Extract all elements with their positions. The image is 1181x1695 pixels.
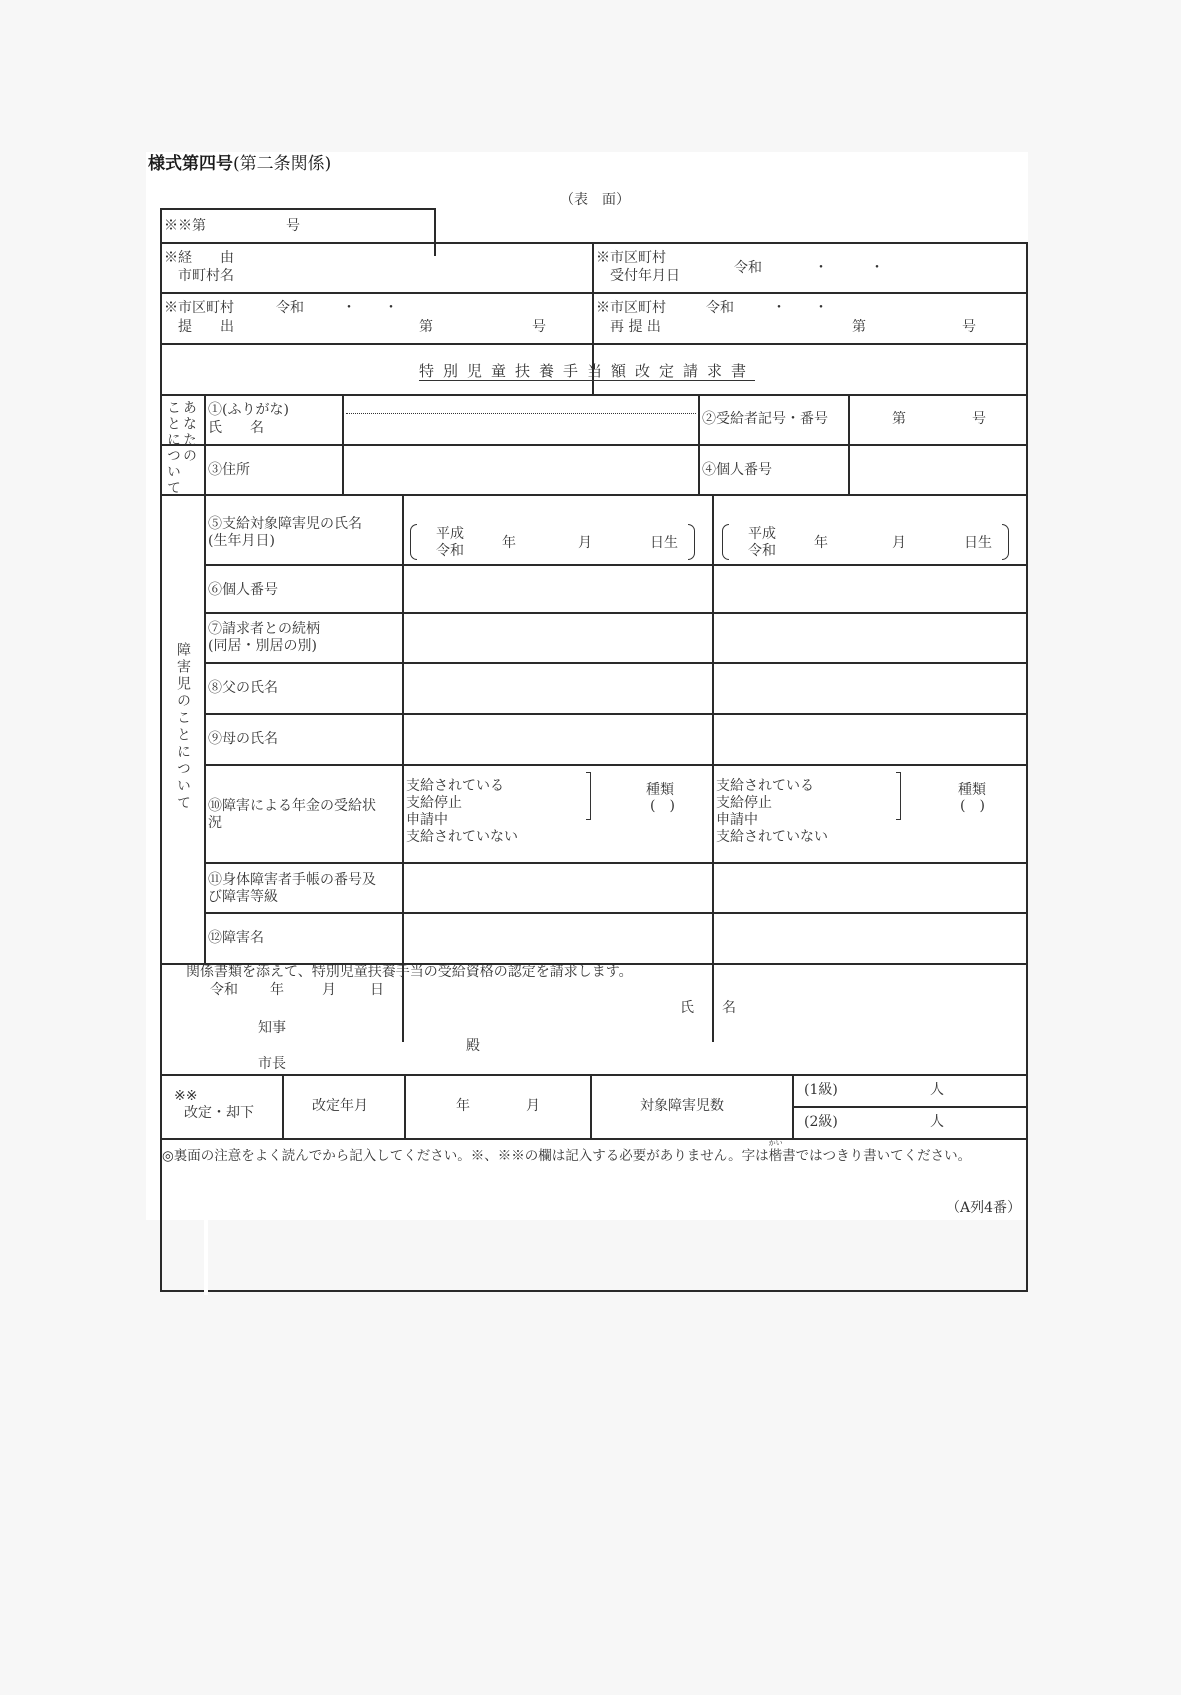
disability-handbook-label-2: び障害等級 [208,889,278,905]
submitted-no-suffix: 号 [532,319,546,335]
child-birth-label: (生年月日) [208,533,275,549]
office-use-mark: ※※ [174,1088,198,1104]
grade1-label: (1級) [804,1082,838,1098]
recipient-no-prefix: 第 [892,411,906,427]
form-number: 様式第四号(第二条関係) [148,154,332,174]
governor-label: 知事 [258,1020,286,1036]
personal-number-label: ④個人番号 [702,462,772,478]
declaration-statement: 関係書類を添えて、特別児童扶養手当の受給資格の認定を請求します。 [186,964,633,980]
submitted-label: ※市区町村 [164,300,234,316]
pension-status-label-2: 況 [208,815,222,831]
child2-year: 年 [814,535,828,551]
child2-era-heisei: 平成 [748,526,776,542]
reference-no-prefix: ※※第 [164,218,206,234]
submitted-date-dots: ・ ・ [342,300,398,316]
child2-option-suspended[interactable]: 支給停止 [716,795,772,811]
revision-rejection-label: 改定・却下 [184,1105,254,1121]
child2-father-name-input[interactable] [714,664,1026,713]
furigana-label: ①(ふりがな) [208,402,289,418]
reference-no-suffix: 号 [286,218,300,234]
child2-month: 月 [892,535,906,551]
via-municipality-label-2: 市町村名 [178,268,234,284]
submitted-label-2: 提 出 [178,319,234,335]
recipient-number-label: ②受給者記号・番号 [702,411,828,427]
submitted-era: 令和 [276,300,304,316]
received-date-dots: ・ ・ [814,260,884,276]
father-name-label: ⑧父の氏名 [208,680,278,696]
child1-handbook-input[interactable] [404,864,712,912]
child-personal-number-label: ⑥個人番号 [208,582,278,598]
child2-option-applying[interactable]: 申請中 [716,812,758,828]
cohabitation-label: (同居・別居の別) [208,638,317,654]
child1-option-not-receiving[interactable]: 支給されていない [406,829,518,845]
child2-day: 日生 [964,535,992,551]
grade1-persons: 人 [930,1082,944,1098]
declaration-day[interactable]: 日 [370,982,384,998]
name-label: 氏 名 [208,420,264,436]
mother-name-label: ⑨母の氏名 [208,731,278,747]
revision-date-label: 改定年月 [312,1098,368,1114]
form-page [146,152,1028,1220]
resubmitted-date-dots: ・ ・ [772,300,828,316]
revision-year: 年 [456,1098,470,1114]
revision-month: 月 [526,1098,540,1114]
received-label-2: 受付年月日 [610,268,680,284]
child1-day: 日生 [650,535,678,551]
child-name-label: ⑤支給対象障害児の氏名 [208,516,362,532]
declaration-era: 令和 [210,982,238,998]
child-section-label: 障害児のことについて [175,642,191,812]
child2-option-not-receiving[interactable]: 支給されていない [716,829,828,845]
received-label: ※市区町村 [596,250,666,266]
child1-relationship-input[interactable] [404,614,712,662]
resubmitted-no-prefix: 第 [852,319,866,335]
grade2-label: (2級) [804,1114,838,1130]
child1-personal-number-input[interactable] [404,566,712,612]
child2-era-reiwa: 令和 [748,543,776,559]
child2-handbook-input[interactable] [714,864,1026,912]
child1-disability-name-input[interactable] [404,914,712,963]
resubmitted-label-2: 再 提 出 [610,319,661,335]
child-count-label: 対象障害児数 [640,1098,724,1114]
child2-mother-name-input[interactable] [714,715,1026,764]
received-era: 令和 [734,260,762,276]
child1-option-suspended[interactable]: 支給停止 [406,795,462,811]
child1-father-name-input[interactable] [404,664,712,713]
resubmitted-era: 令和 [706,300,734,316]
declaration-year[interactable]: 年 [270,982,284,998]
child2-personal-number-input[interactable] [714,566,1026,612]
child2-type-input[interactable]: ( ) [960,798,985,814]
address-input[interactable] [344,446,698,494]
form-title: 特別児童扶養手当額改定請求書 [418,362,755,380]
relationship-label: ⑦請求者との続柄 [208,621,320,637]
child1-month: 月 [578,535,592,551]
child2-option-receiving[interactable]: 支給されている [716,778,814,794]
child1-option-applying[interactable]: 申請中 [406,812,448,828]
grade2-persons: 人 [930,1114,944,1130]
honorific-label: 殿 [466,1038,480,1054]
revision-date-input[interactable] [406,1076,590,1138]
resubmitted-no-suffix: 号 [962,319,976,335]
paper-size-label: （A列4番） [946,1200,1022,1216]
child1-year: 年 [502,535,516,551]
signer-name-label: 氏 名 [680,1000,736,1016]
recipient-no-suffix: 号 [972,411,986,427]
footer-note: ◎裏面の注意をよく読んでから記入してください。※、※※の欄は記入する必要がありません。字は かい 楷書ではつきり書いてください。 [162,1139,972,1164]
disability-name-label: ⑫障害名 [208,930,264,946]
recipient-number-input[interactable] [850,396,1026,444]
child1-option-receiving[interactable]: 支給されている [406,778,504,794]
address-label: ③住所 [208,462,250,478]
declaration-month[interactable]: 月 [322,982,336,998]
side-label: （表 面） [560,192,630,208]
child1-type-label: 種類 [646,782,674,798]
child2-disability-name-input[interactable] [714,914,1026,963]
mayor-label: 市長 [258,1056,286,1072]
personal-number-input[interactable] [850,446,1026,494]
resubmitted-label: ※市区町村 [596,300,666,316]
signer-name-input[interactable] [766,994,1016,1024]
disability-handbook-label: ⑪身体障害者手帳の番号及 [208,872,376,888]
name-input[interactable] [344,396,698,444]
child1-era-heisei: 平成 [436,526,464,542]
via-municipality-label: ※経 由 [164,250,234,266]
child2-relationship-input[interactable] [714,614,1026,662]
pension-status-label: ⑩障害による年金の受給状 [208,798,376,814]
applicant-section-label-col1: あなたの [181,400,197,464]
child1-type-input[interactable]: ( ) [650,798,675,814]
child1-mother-name-input[interactable] [404,715,712,764]
applicant-section-label-col2: ことについて [165,400,181,496]
submitted-no-prefix: 第 [419,319,433,335]
child1-era-reiwa: 令和 [436,543,464,559]
child2-type-label: 種類 [958,782,986,798]
